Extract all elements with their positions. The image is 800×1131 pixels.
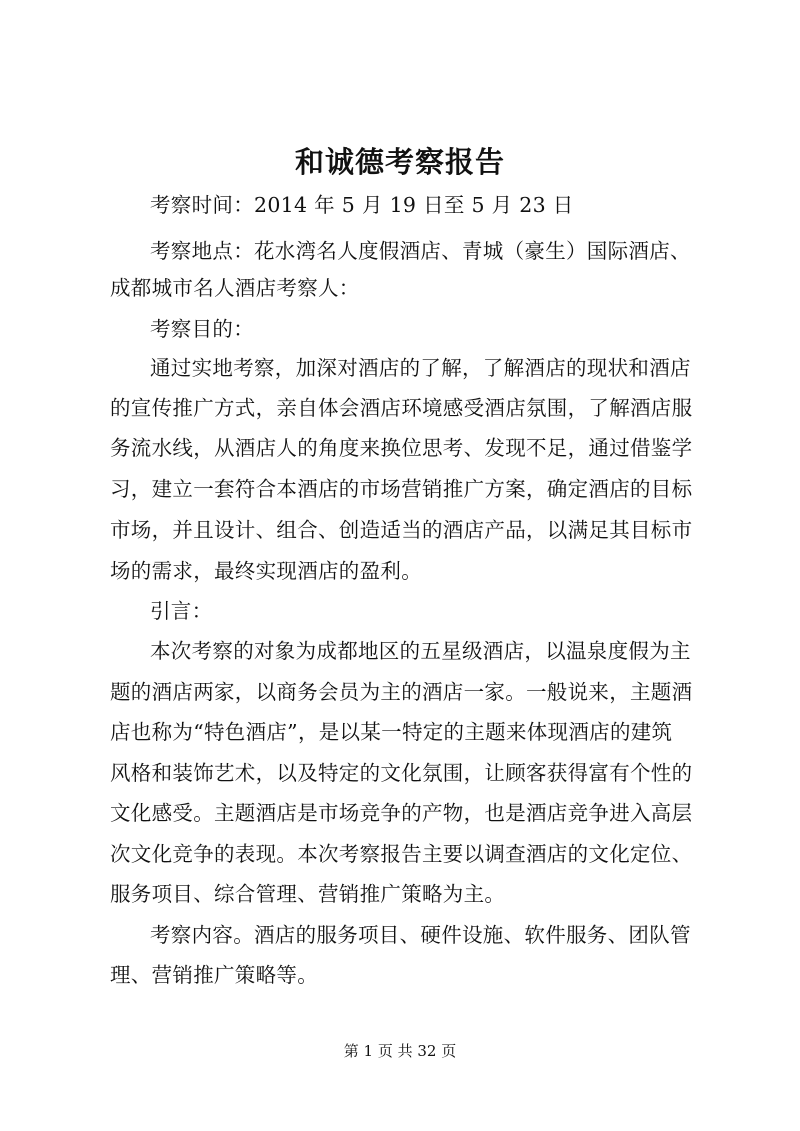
introduction-paragraph-line: 服务项目、综合管理、营销推广策略为主。 [110, 882, 506, 906]
content-paragraph-line: 理、营销推广策略等。 [110, 963, 318, 987]
content-paragraph-line: 考察内容。酒店的服务项目、硬件设施、软件服务、团队管 [150, 923, 691, 947]
purpose-paragraph-line: 场的需求，最终实现酒店的盈利。 [110, 559, 422, 583]
purpose-paragraph-line: 务流水线，从酒店人的角度来换位思考、发现不足，通过借鉴学 [110, 436, 693, 460]
purpose-paragraph-line: 的宣传推广方式，亲自体会酒店环境感受酒店氛围，了解酒店服 [110, 396, 693, 420]
inspection-location-line: 考察地点：花水湾名人度假酒店、青城（豪生）国际酒店、 [150, 239, 691, 263]
inspection-location-continued: 成都城市名人酒店考察人： [110, 276, 360, 300]
purpose-paragraph-line: 市场，并且设计、组合、创造适当的酒店产品，以满足其目标市 [110, 518, 693, 542]
purpose-heading: 考察目的： [150, 317, 254, 341]
introduction-paragraph-line: 店也称为“特色酒店”，是以某一特定的主题来体现酒店的建筑 [110, 720, 673, 744]
document-title: 和诚德考察报告 [294, 145, 505, 179]
purpose-paragraph-line: 习，建立一套符合本酒店的市场营销推广方案，确定酒店的目标 [110, 477, 693, 501]
introduction-paragraph-line: 风格和装饰艺术，以及特定的文化氛围，让顾客获得富有个性的 [110, 761, 693, 785]
introduction-paragraph-line: 题的酒店两家，以商务会员为主的酒店一家。一般说来，主题酒 [110, 680, 693, 704]
inspection-time-line: 考察时间：2014 年 5 月 19 日至 5 月 23 日 [150, 193, 574, 217]
introduction-paragraph-line: 文化感受。主题酒店是市场竞争的产物，也是酒店竞争进入高层 [110, 801, 693, 825]
purpose-paragraph-line: 通过实地考察，加深对酒店的了解，了解酒店的现状和酒店 [150, 356, 691, 380]
introduction-paragraph-line: 本次考察的对象为成都地区的五星级酒店，以温泉度假为主 [150, 639, 691, 663]
introduction-heading: 引言： [150, 599, 213, 623]
introduction-paragraph-line: 次文化竞争的表现。本次考察报告主要以调查酒店的文化定位、 [110, 842, 693, 866]
page-number-footer: 第 1 页 共 32 页 [343, 1042, 457, 1060]
